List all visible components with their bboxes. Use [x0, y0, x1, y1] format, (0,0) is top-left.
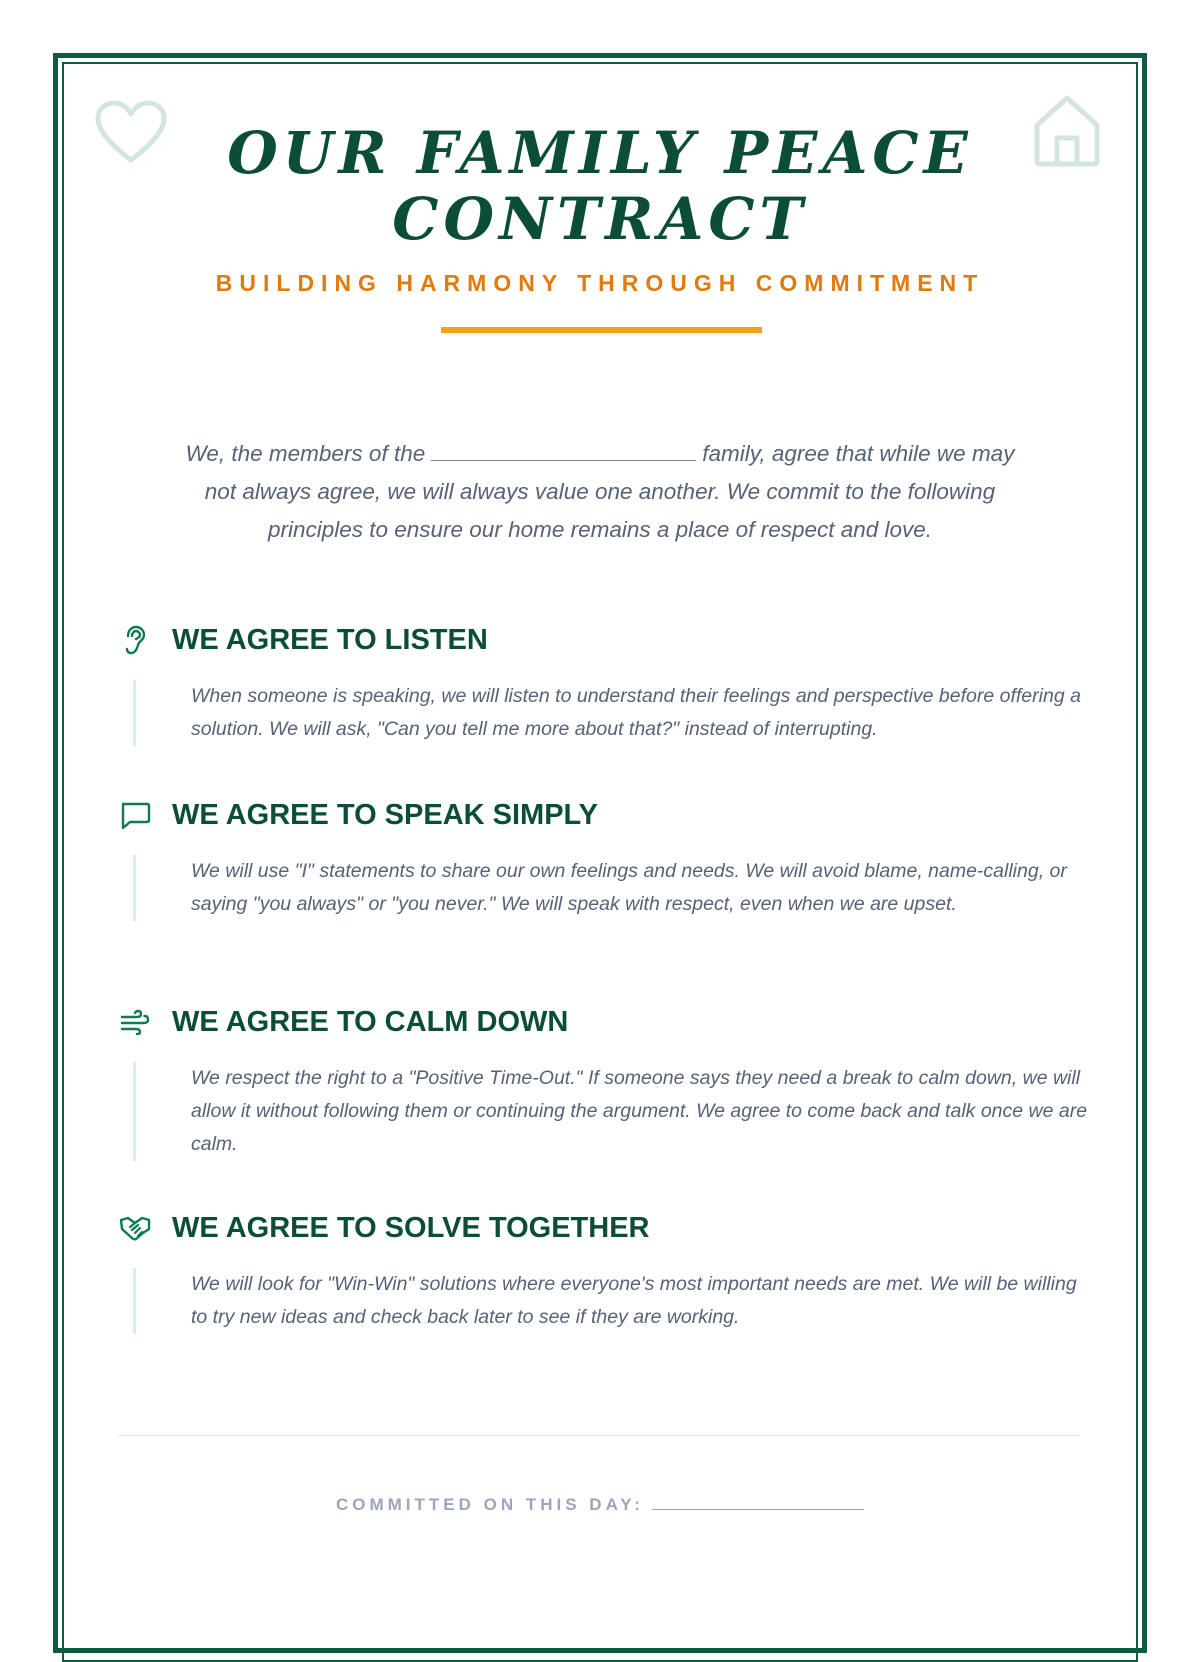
section-title: WE AGREE TO LISTEN [172, 623, 488, 656]
commitment-date-label: COMMITTED ON THIS DAY: [335, 1495, 645, 1514]
title-divider [441, 327, 762, 333]
intro-text-start: We, the members of the [185, 440, 426, 466]
heart-icon [95, 100, 167, 171]
section-solve [118, 1208, 1088, 1334]
title-line-2: CONTRACT [392, 185, 808, 253]
page-title [200, 120, 1000, 252]
section-title: WE AGREE TO SOLVE TOGETHER [172, 1211, 650, 1244]
intro-text-end: family, agree that while we may not always agree, we will always value one another. We commit to the following principles to ensure our home remains a place of respect and love. [204, 440, 1015, 542]
section-title: WE AGREE TO SPEAK SIMPLY [172, 798, 598, 831]
section-speak [118, 795, 1088, 921]
footer-divider [118, 1435, 1080, 1436]
wind-icon [118, 1005, 152, 1039]
speech-bubble-icon [118, 798, 152, 832]
intro-paragraph [180, 435, 1020, 549]
section-body: We will use "I" statements to share our own feelings and needs. We will avoid blame, name-calling, or saying "you always" or "you never." We will speak with respect, even when we are upset. [133, 855, 1088, 921]
section-calm [118, 1002, 1088, 1161]
commitment-date-line [0, 1495, 1200, 1515]
title-line-1: OUR FAMILY PEACE [227, 119, 973, 187]
ear-icon [118, 623, 152, 657]
commitment-date-blank[interactable] [652, 1495, 864, 1510]
section-body: When someone is speaking, we will listen to understand their feelings and perspective before offering a solution. We will ask, "Can you tell me more about that?" instead of interrupting. [133, 680, 1088, 746]
page-subtitle: BUILDING HARMONY THROUGH COMMITMENT [215, 270, 985, 296]
section-body: We respect the right to a "Positive Time-Out." If someone says they need a break to calm down, we will allow it without following them or continuing the argument. We agree to come back and talk once we are calm. [133, 1062, 1088, 1161]
section-listen [118, 620, 1088, 746]
section-body: We will look for "Win-Win" solutions where everyone's most important needs are met. We will be willing to try new ideas and check back later to see if they are working. [133, 1268, 1088, 1334]
house-icon [1032, 93, 1102, 173]
family-name-blank[interactable] [431, 438, 696, 461]
handshake-icon [118, 1211, 152, 1245]
section-title: WE AGREE TO CALM DOWN [172, 1005, 569, 1038]
